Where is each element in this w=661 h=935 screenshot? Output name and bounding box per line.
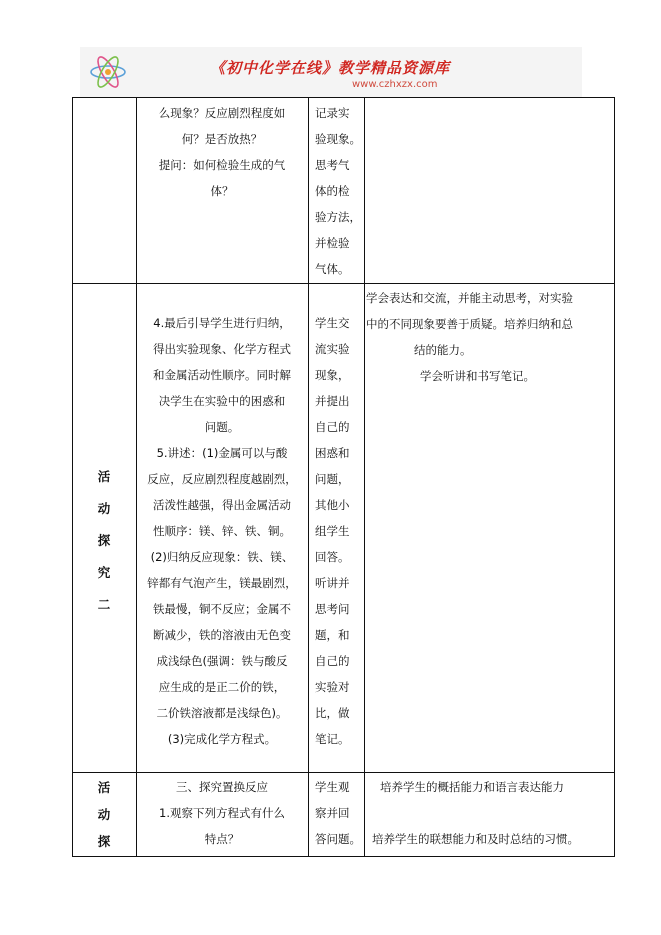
banner-url: www.czhxzx.com <box>352 79 438 90</box>
row3-stage-label: 活 动 探 <box>97 780 111 849</box>
banner-title: 《初中化学在线》教学精品资源库 <box>210 59 451 77</box>
row3-teacher-activity: 三、探究置换反应 1.观察下列方程式有什么 特点？ <box>159 780 285 846</box>
row1-teacher-activity: 么现象？反应剧烈程度如 何？是否放热？ 提问：如何检验生成的气 体？ <box>158 106 286 198</box>
row-divider-1 <box>72 283 615 284</box>
row1-student-activity: 记录实 验现象。 思考气 体的检 验方法， 并检验 气体。 <box>315 106 361 276</box>
column-divider-3 <box>364 97 365 857</box>
row2-stage-label: 活 动 探 究 二 <box>97 469 111 612</box>
row2-teacher-activity: 4.最后引导学生进行归纳， 得出实验现象、化学方程式 和金属活动性顺序。同时解 决学生在实验中的困惑和 问题。 5.讲述：(1)金属可以与酸 反应，反应剧烈程度越剧烈， 活泼性越强，得出金属活动 性顺序：镁、锌、铁、铜。 (2)归纳反应现象：铁、镁、 锌都有气泡产生，镁最剧烈， 铁最慢，铜不反应；金属不 断减少，铁的溶液由无色变 成浅绿色(强调：铁与酸反 应生成的是正二价的铁， 二价铁溶液都是浅绿色)。 (3)完成化学方程式。 <box>147 316 297 746</box>
column-divider-1 <box>136 97 137 857</box>
table-border-top <box>72 97 615 98</box>
row2-design-intent: 学会表达和交流，并能主动思考，对实验 中的不同现象要善于质疑。培养归纳和总 结的能力。 学会听讲和书写笔记。 <box>366 291 573 383</box>
lesson-table <box>72 97 615 857</box>
table-border-bottom <box>72 856 615 857</box>
row-divider-2 <box>72 772 615 773</box>
row2-student-activity: 学生交 流实验 现象， 并提出 自己的 困惑和 问题， 其他小 组学生 回答。 听讲并 思考问 题，和 自己的 实验对 比，做 笔记。 <box>315 316 350 746</box>
row3-student-activity: 学生观 察并回 答问题。 <box>315 780 361 846</box>
atom-logo-icon <box>88 53 128 91</box>
header-banner <box>80 47 582 97</box>
row3-design-intent: 培养学生的概括能力和语言表达能力 培养学生的联想能力和及时总结的习惯。 <box>372 780 579 846</box>
table-border-right <box>614 97 615 857</box>
column-divider-2 <box>308 97 309 857</box>
